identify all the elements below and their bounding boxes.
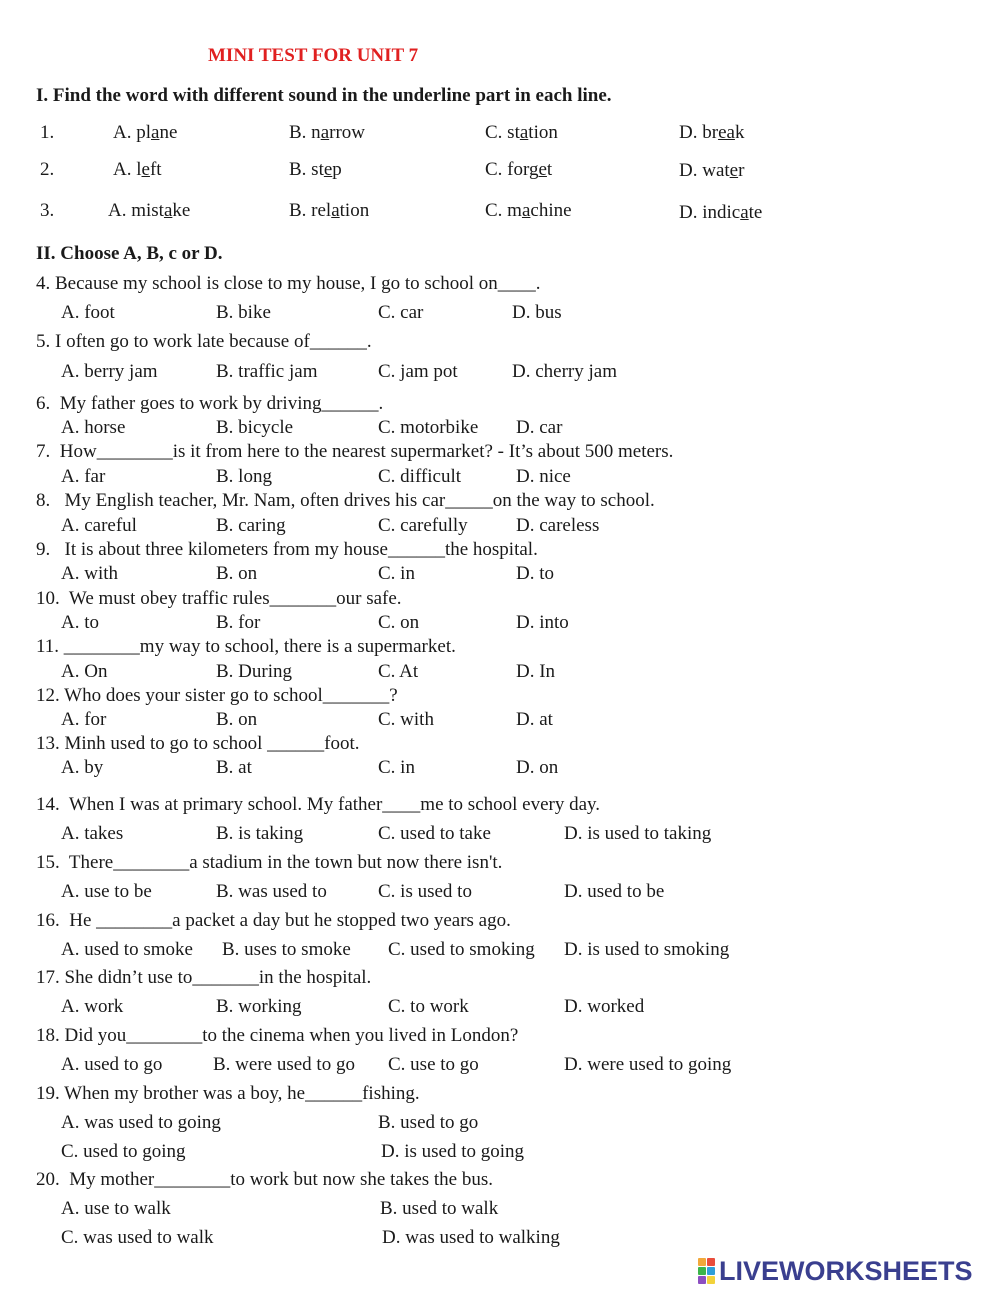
question-stem: 6. My father goes to work by driving______. <box>36 393 384 414</box>
option-b: B. used to walk <box>380 1198 499 1219</box>
question-stem: 20. My mother________to work but now she takes the bus. <box>36 1169 494 1190</box>
option-b: B. was used to <box>216 881 327 902</box>
option-c: C. in <box>378 757 415 778</box>
option-b: B. on <box>216 563 258 584</box>
option-d: D. bus <box>512 302 562 323</box>
option-a: A. use to walk <box>61 1198 171 1219</box>
question-stem: 16. He ________a packet a day but he stopped two years ago. <box>36 910 511 931</box>
option-c: C. At <box>378 661 419 682</box>
option-c: C. station <box>485 122 558 143</box>
option-a: A. used to smoke <box>61 939 193 960</box>
option-c: C. was used to walk <box>61 1227 214 1248</box>
option-a: A. left <box>113 159 162 180</box>
logo-square <box>698 1267 706 1275</box>
option-c: C. used to going <box>61 1141 186 1162</box>
option-d: D. nice <box>516 466 571 487</box>
question-stem: 12. Who does your sister go to school_______? <box>36 685 398 706</box>
question-stem: 14. When I was at primary school. My father____me to school every day. <box>36 794 601 815</box>
option-b: B. relation <box>289 200 370 221</box>
question-number: 2. <box>40 159 55 180</box>
option-a: A. work <box>61 996 124 1017</box>
option-d: D. cherry jam <box>512 361 617 382</box>
logo-square <box>698 1258 706 1266</box>
option-a: A. was used to going <box>61 1112 221 1133</box>
option-d: D. at <box>516 709 553 730</box>
option-d: D. indicate <box>679 202 763 223</box>
option-d: D. were used to going <box>564 1054 732 1075</box>
logo-square <box>707 1276 715 1284</box>
option-a: A. far <box>61 466 106 487</box>
option-d: D. is used to going <box>381 1141 525 1162</box>
option-c: C. carefully <box>378 515 468 536</box>
option-a: A. to <box>61 612 99 633</box>
option-c: C. to work <box>388 996 469 1017</box>
section-1-heading: I. Find the word with different sound in the underline part in each line. <box>36 85 612 106</box>
logo-square <box>707 1258 715 1266</box>
option-a: A. with <box>61 563 118 584</box>
option-b: B. uses to smoke <box>222 939 351 960</box>
option-a: A. berry jam <box>61 361 158 382</box>
option-a: A. plane <box>113 122 178 143</box>
option-c: C. jam pot <box>378 361 458 382</box>
option-c: C. forget <box>485 159 553 180</box>
option-a: A. careful <box>61 515 137 536</box>
option-c: C. difficult <box>378 466 462 487</box>
question-stem: 15. There________a stadium in the town but now there isn't. <box>36 852 503 873</box>
logo-text: LIVEWORKSHEETS <box>719 1255 973 1286</box>
logo-mark-icon <box>698 1258 715 1284</box>
option-b: B. is taking <box>216 823 304 844</box>
option-a: A. for <box>61 709 107 730</box>
option-c: C. with <box>378 709 434 730</box>
logo-square <box>707 1267 715 1275</box>
option-c: C. is used to <box>378 881 472 902</box>
option-b: B. working <box>216 996 302 1017</box>
option-b: B. on <box>216 709 258 730</box>
option-a: A. horse <box>61 417 126 438</box>
option-a: A. use to be <box>61 881 152 902</box>
liveworksheets-logo <box>698 1257 973 1285</box>
question-stem: 9. It is about three kilometers from my house______the hospital. <box>36 539 538 560</box>
option-a: A. used to go <box>61 1054 163 1075</box>
option-a: A. takes <box>61 823 124 844</box>
option-b: B. for <box>216 612 261 633</box>
option-b: B. used to go <box>378 1112 479 1133</box>
page-title: MINI TEST FOR UNIT 7 <box>208 45 419 66</box>
option-d: D. to <box>516 563 554 584</box>
option-b: B. During <box>216 661 292 682</box>
option-a: A. by <box>61 757 104 778</box>
option-a: A. On <box>61 661 108 682</box>
option-d: D. careless <box>516 515 600 536</box>
option-c: C. car <box>378 302 424 323</box>
option-c: C. use to go <box>388 1054 479 1075</box>
option-d: D. into <box>516 612 569 633</box>
question-number: 1. <box>40 122 55 143</box>
question-stem: 19. When my brother was a boy, he______fishing. <box>36 1083 420 1104</box>
option-c: C. machine <box>485 200 572 221</box>
option-c: C. in <box>378 563 415 584</box>
option-d: D. used to be <box>564 881 665 902</box>
option-b: B. narrow <box>289 122 366 143</box>
option-d: D. is used to taking <box>564 823 712 844</box>
question-number: 3. <box>40 200 55 221</box>
question-stem: 4. Because my school is close to my house, I go to school on____. <box>36 273 541 294</box>
option-d: D. car <box>516 417 563 438</box>
question-stem: 17. She didn’t use to_______in the hospital. <box>36 967 372 988</box>
question-stem: 11. ________my way to school, there is a supermarket. <box>36 636 456 657</box>
option-d: D. worked <box>564 996 645 1017</box>
question-stem: 5. I often go to work late because of______. <box>36 331 372 352</box>
option-b: B. bicycle <box>216 417 294 438</box>
option-c: C. motorbike <box>378 417 479 438</box>
option-b: B. long <box>216 466 272 487</box>
question-stem: 10. We must obey traffic rules_______our safe. <box>36 588 402 609</box>
option-d: D. on <box>516 757 559 778</box>
option-d: D. In <box>516 661 556 682</box>
option-d: D. was used to walking <box>382 1227 560 1248</box>
option-c: C. used to take <box>378 823 491 844</box>
question-stem: 7. How________is it from here to the nearest supermarket? - It’s about 500 meters. <box>36 441 674 462</box>
option-d: D. water <box>679 160 745 181</box>
option-d: D. is used to smoking <box>564 939 730 960</box>
option-d: D. break <box>679 122 745 143</box>
section-2-heading: II. Choose A, B, c or D. <box>36 243 223 264</box>
option-b: B. caring <box>216 515 286 536</box>
option-b: B. were used to go <box>213 1054 355 1075</box>
question-stem: 13. Minh used to go to school ______foot. <box>36 733 360 754</box>
option-a: A. mistake <box>108 200 191 221</box>
option-b: B. bike <box>216 302 271 323</box>
option-b: B. step <box>289 159 342 180</box>
option-c: C. on <box>378 612 420 633</box>
option-b: B. traffic jam <box>216 361 318 382</box>
option-a: A. foot <box>61 302 115 323</box>
question-stem: 18. Did you________to the cinema when you lived in London? <box>36 1025 519 1046</box>
logo-square <box>698 1276 706 1284</box>
option-b: B. at <box>216 757 252 778</box>
option-c: C. used to smoking <box>388 939 535 960</box>
question-stem: 8. My English teacher, Mr. Nam, often drives his car_____on the way to school. <box>36 490 655 511</box>
